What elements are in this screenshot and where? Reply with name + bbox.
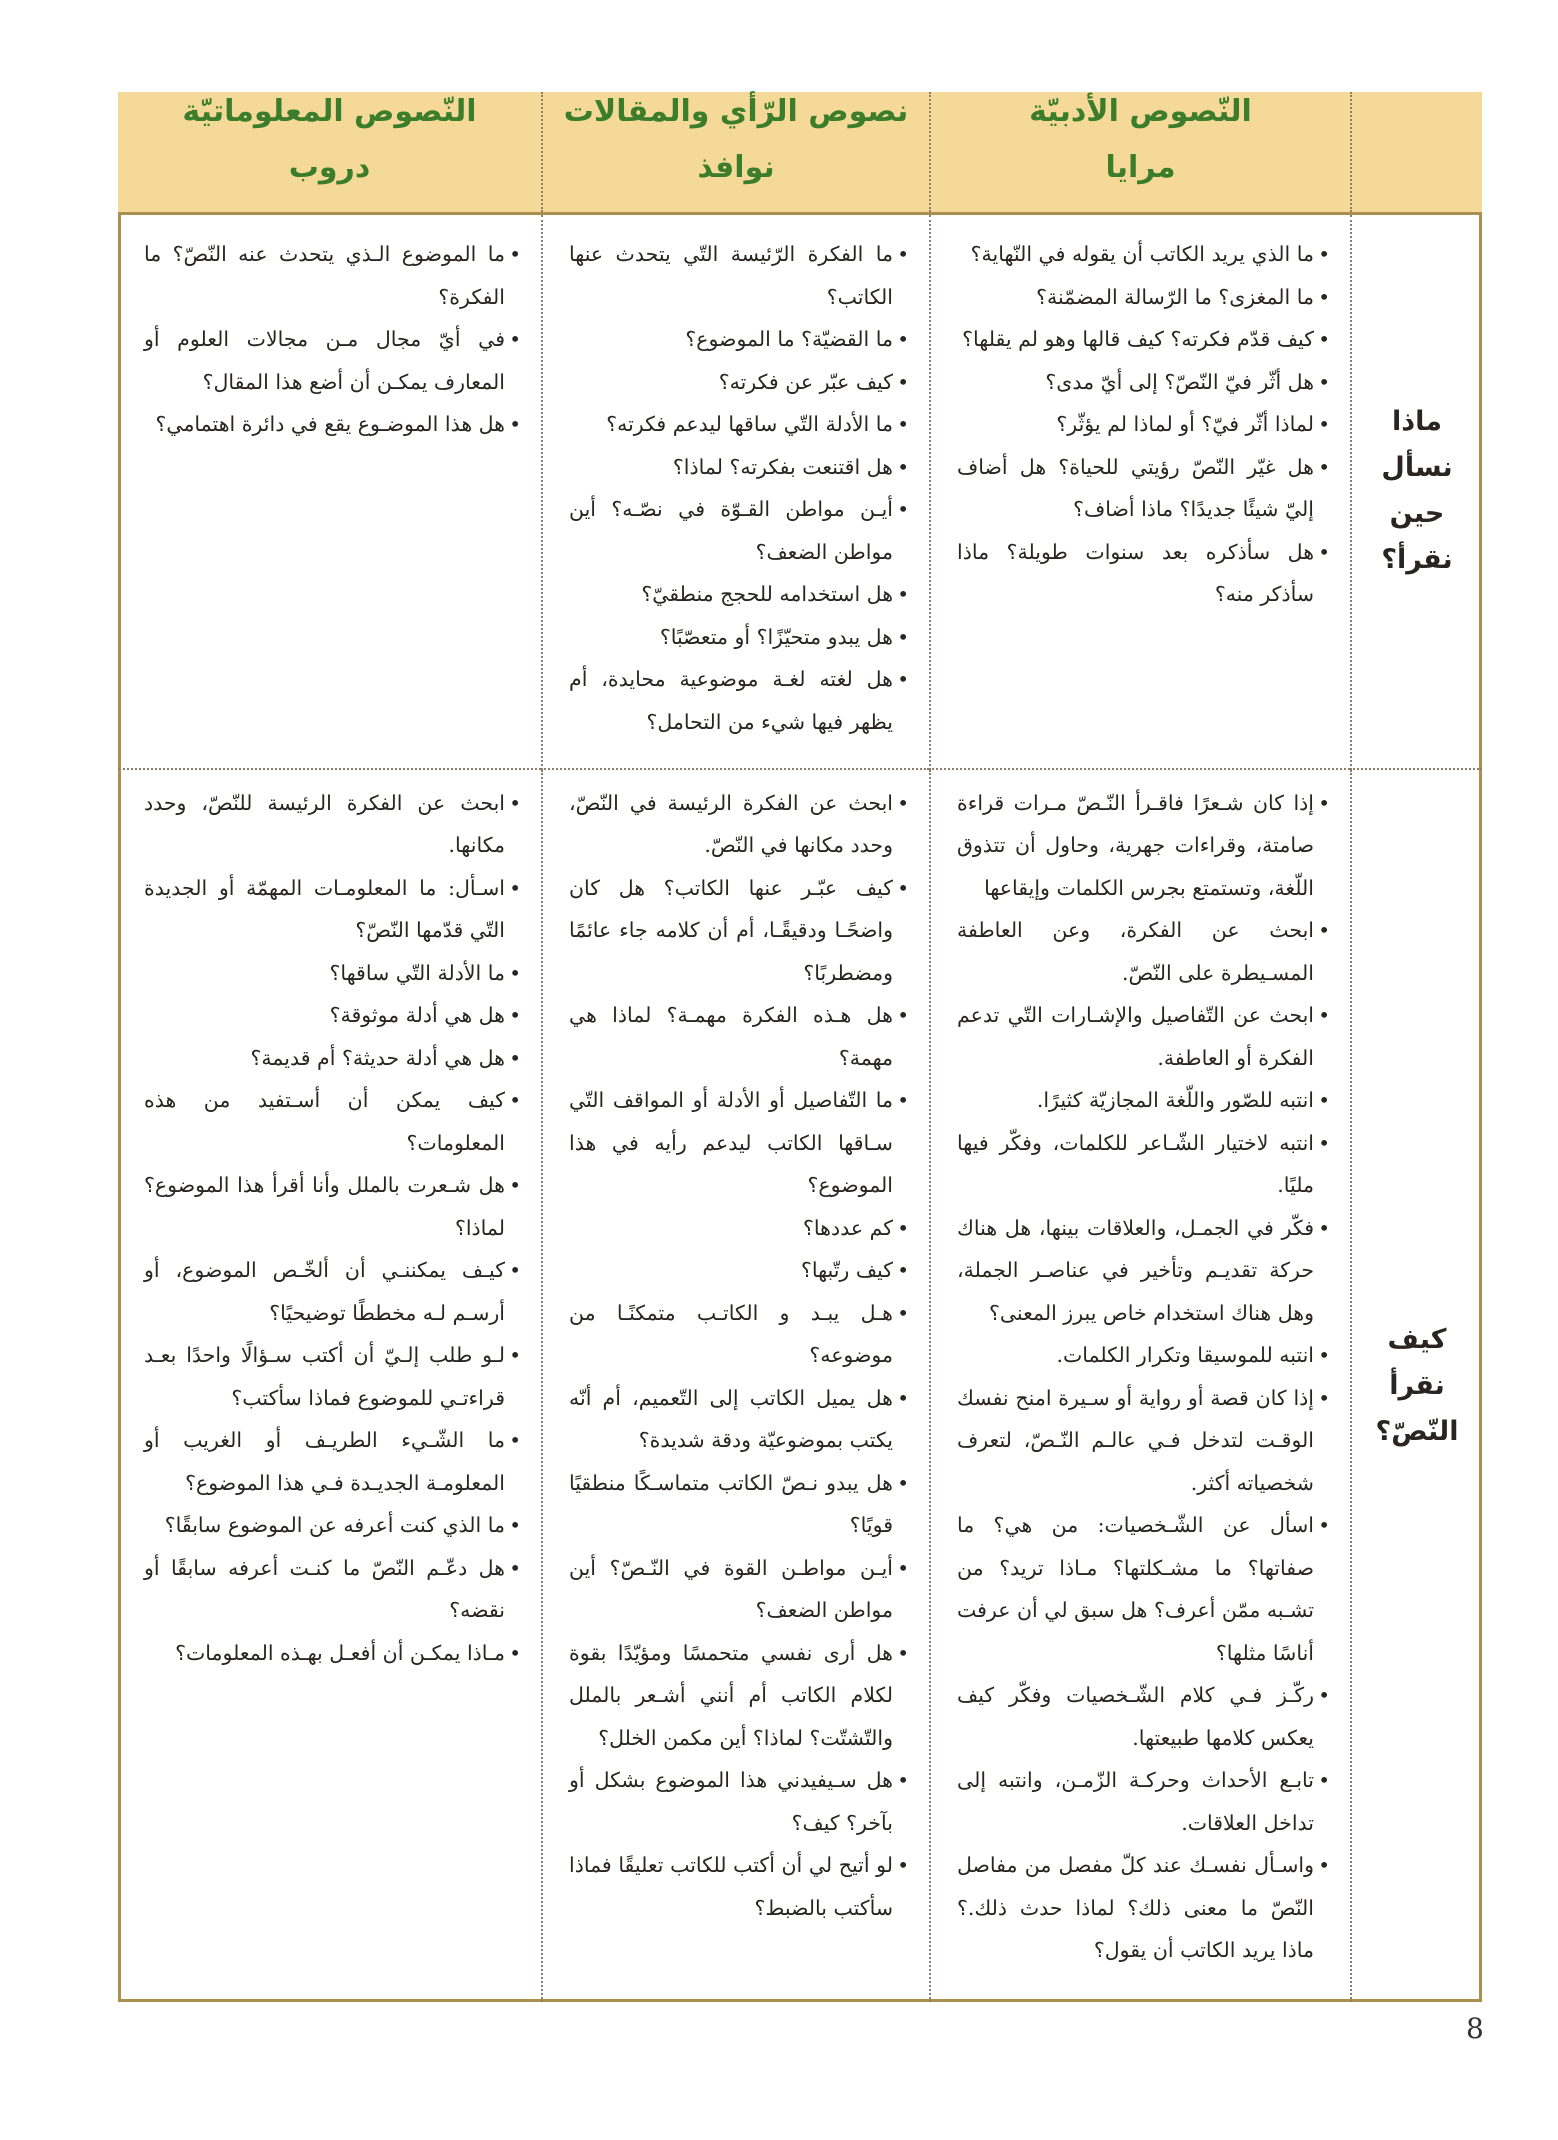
question-item: • هل شـعرت بالملل وأنا أقرأ هذا الموضوع؟ لماذا؟ bbox=[144, 1164, 519, 1249]
reading-guide-table bbox=[118, 92, 1482, 2002]
row-how-label-line: كيف bbox=[1387, 1323, 1447, 1355]
question-item: • اسأل عن الشّـخصيات: من هي؟ ما صفاتها؟ ما مشـكلتها؟ مـاذا تريد؟ من تشـبه ممّن أعرف؟ هل سبق لي أن عرفت أناسًا مثلها؟ bbox=[957, 1504, 1328, 1674]
question-item: • ابحث عن الفكرة، وعن العاطفة المسـيطرة على النّصّ. bbox=[957, 909, 1328, 994]
question-item: • ما الأدلة التّي ساقها؟ bbox=[144, 952, 519, 995]
question-item: • انتبه للصّور واللّغة المجازيّة كثيرًا. bbox=[957, 1079, 1328, 1122]
question-item: • مـاذا يمكـن أن أفعـل بهـذه المعلومات؟ bbox=[144, 1632, 519, 1675]
question-item: • اسـأل: ما المعلومـات المهمّة أو الجديدة التّي قدّمها النّصّ؟ bbox=[144, 867, 519, 952]
page-number: 8 bbox=[1466, 2012, 1484, 2045]
question-item: • تابـع الأحداث وحركـة الزّمـن، وانتبه إلى تداخل العلاقات. bbox=[957, 1759, 1328, 1844]
row-how-info-cell bbox=[118, 769, 542, 2003]
question-item: • ما الفكرة الرّئيسة التّي يتحدث عنها الكاتب؟ bbox=[569, 233, 907, 318]
header-opinion-subtitle: نوافذ bbox=[697, 150, 775, 185]
header-info-subtitle: دروب bbox=[288, 150, 371, 185]
question-item: • ما الذي كنت أعرفه عن الموضوع سابقًا؟ bbox=[144, 1504, 519, 1547]
header-opinion bbox=[542, 92, 930, 214]
question-item: • كيـف يمكننـي أن ألخّـص الموضوع، أو أرسـم لـه مخططًا توضيحيًا؟ bbox=[144, 1249, 519, 1334]
row-how-to-read bbox=[118, 769, 1482, 2003]
header-row bbox=[118, 92, 1482, 214]
row-what-opinion-list bbox=[543, 215, 929, 753]
question-item: • لماذا أثّر فيّ؟ أو لماذا لم يؤثّر؟ bbox=[957, 403, 1328, 446]
question-item: • ابحث عن الفكرة الرئيسة في النّصّ، وحدد مكانها في النّصّ. bbox=[569, 782, 907, 867]
question-item: • كيف رتّبها؟ bbox=[569, 1249, 907, 1292]
question-item: • إذا كان شـعرًا فاقـرأ النّـصّ مـرات قراءة صامتة، وقراءات جهرية، وحاول أن تتذوق اللّغة، وتستمتع بجرس الكلمات وإيقاعها bbox=[957, 782, 1328, 910]
header-corner bbox=[1351, 92, 1482, 214]
question-item: • أيـن مواطـن القوة في النّـصّ؟ أين مواطن الضعف؟ bbox=[569, 1547, 907, 1632]
row-what-info-cell bbox=[118, 214, 542, 769]
question-item: • هل سأذكره بعد سنوات طويلة؟ ماذا سأذكر منه؟ bbox=[957, 531, 1328, 616]
row-how-literary-list bbox=[931, 770, 1350, 1982]
row-what-to-ask bbox=[118, 214, 1482, 769]
question-item: • هل هي أدلة حديثة؟ أم قديمة؟ bbox=[144, 1037, 519, 1080]
question-item: • هل أثّر فيّ النّصّ؟ إلى أيّ مدى؟ bbox=[957, 361, 1328, 404]
question-item: • ما القضيّة؟ ما الموضوع؟ bbox=[569, 318, 907, 361]
question-item: • كم عددها؟ bbox=[569, 1207, 907, 1250]
question-item: • ما الأدلة التّي ساقها ليدعم فكرته؟ bbox=[569, 403, 907, 446]
row-how-label-line: النّصّ؟ bbox=[1375, 1415, 1459, 1447]
row-what-opinion-cell bbox=[542, 214, 930, 769]
row-what-literary-list bbox=[931, 215, 1350, 626]
question-item: • هل هذا الموضـوع يقع في دائرة اهتمامي؟ bbox=[144, 403, 519, 446]
header-literary-title: النّصوص الأدبيّة bbox=[1029, 94, 1252, 129]
row-what-label bbox=[1351, 214, 1482, 769]
question-item: • هل يميل الكاتب إلى التّعميم، أم أنّه يكتب بموضوعيّة ودقة شديدة؟ bbox=[569, 1377, 907, 1462]
question-item: • فكّر في الجمـل، والعلاقات بينها، هل هناك حركة تقديـم وتأخير في عناصـر الجملة، وهل هناك استخدام خاص يبرز المعنى؟ bbox=[957, 1207, 1328, 1335]
row-how-label-line: نقرأ bbox=[1389, 1369, 1445, 1401]
question-item: • هل غيّر النّصّ رؤيتي للحياة؟ هل أضاف إليّ شيئًا جديدًا؟ ماذا أضاف؟ bbox=[957, 446, 1328, 531]
question-item: • إذا كان قصة أو رواية أو سـيرة امنح نفسك الوقـت لتدخل فـي عالـم النّـصّ، لتعرف شخصياته أكثر. bbox=[957, 1377, 1328, 1505]
question-item: • هل يبدو متحيّزًا؟ أو متعصّبًا؟ bbox=[569, 616, 907, 659]
question-item: • كيف يمكن أن أسـتفيد من هذه المعلومات؟ bbox=[144, 1079, 519, 1164]
header-literary-subtitle: مرايا bbox=[1105, 150, 1176, 185]
question-item: • هل سـيفيدني هذا الموضوع بشكل أو بآخر؟ كيف؟ bbox=[569, 1759, 907, 1844]
header-info bbox=[118, 92, 542, 214]
question-item: • كيف عبّـر عنها الكاتب؟ هل كان واضحًـا ودقيقًـا، أم أن كلامه جاء عائمًا ومضطربًا؟ bbox=[569, 867, 907, 995]
header-info-title: النّصوص المعلوماتيّة bbox=[182, 94, 477, 129]
question-item: • انتبه للموسيقا وتكرار الكلمات. bbox=[957, 1334, 1328, 1377]
question-item: • لـو طلب إلـيّ أن أكتب سـؤالًا واحدًا بعـد قراءتـي للموضوع فماذا سأكتب؟ bbox=[144, 1334, 519, 1419]
row-what-label-line: حين bbox=[1389, 498, 1445, 530]
question-item: • هل هي أدلة موثوقة؟ bbox=[144, 994, 519, 1037]
header-literary bbox=[930, 92, 1351, 214]
question-item: • هل هـذه الفكرة مهمـة؟ لماذا هي مهمة؟ bbox=[569, 994, 907, 1079]
row-how-label bbox=[1351, 769, 1482, 2003]
question-item: • هل اقتنعت بفكرته؟ لماذا؟ bbox=[569, 446, 907, 489]
row-what-label-line: نقرأ؟ bbox=[1381, 544, 1453, 576]
question-item: • ابحث عن الفكرة الرئيسة للنّصّ، وحدد مكانها. bbox=[144, 782, 519, 867]
question-item: • هل دعّـم النّصّ ما كنـت أعرفه سابقًا أو نقضه؟ bbox=[144, 1547, 519, 1632]
header-opinion-title: نصوص الرّأي والمقالات bbox=[563, 94, 909, 129]
question-item: • ما الشّـيء الطريـف أو الغريب أو المعلومـة الجديـدة فـي هذا الموضوع؟ bbox=[144, 1419, 519, 1504]
question-item: • هل لغته لغـة موضوعية محايدة، أم يظهر فيها شيء من التحامل؟ bbox=[569, 658, 907, 743]
question-item: • كيف قدّم فكرته؟ كيف قالها وهو لم يقلها؟ bbox=[957, 318, 1328, 361]
row-how-literary-cell bbox=[930, 769, 1351, 2003]
question-item: • ما التّفاصيل أو الأدلة أو المواقف التّي سـاقها الكاتب ليدعم رأيه في هذا الموضوع؟ bbox=[569, 1079, 907, 1207]
question-item: • واسـأل نفسـك عند كلّ مفصل من مفاصل النّصّ ما معنى ذلك؟ لماذا حدث ذلك.؟ ماذا يريد الكاتب أن يقول؟ bbox=[957, 1844, 1328, 1972]
row-what-label-line: نسأل bbox=[1381, 452, 1453, 484]
question-item: • هل يبدو نـصّ الكاتب متماسـكًا منطقيًا قويًا؟ bbox=[569, 1462, 907, 1547]
row-what-info-list bbox=[118, 215, 541, 456]
question-item: • انتبه لاختيار الشّـاعر للكلمات، وفكّر فيها مليًا. bbox=[957, 1122, 1328, 1207]
question-item: • ركّـز فـي كلام الشّـخصيات وفكّر كيف يعكس كلامها طبيعتها. bbox=[957, 1674, 1328, 1759]
row-what-label-line: ماذا bbox=[1392, 406, 1442, 438]
question-item: • في أيّ مجال مـن مجالات العلوم أو المعارف يمكـن أن أضع هذا المقال؟ bbox=[144, 318, 519, 403]
row-how-opinion-cell bbox=[542, 769, 930, 2003]
question-item: • هل استخدامه للحجج منطقيّ؟ bbox=[569, 573, 907, 616]
question-item: • ما الموضوع الـذي يتحدث عنه النّصّ؟ ما الفكرة؟ bbox=[144, 233, 519, 318]
question-item: • ما المغزى؟ ما الرّسالة المضمّنة؟ bbox=[957, 276, 1328, 319]
row-how-opinion-list bbox=[543, 770, 929, 1940]
row-how-info-list bbox=[118, 770, 541, 1685]
question-item: • هل أرى نفسي متحمسًا ومؤيّدًا بقوة لكلام الكاتب أم أنني أشـعر بالملل والتّشتّت؟ لماذا؟ أين مكمن الخلل؟ bbox=[569, 1632, 907, 1760]
row-what-literary-cell bbox=[930, 214, 1351, 769]
question-item: • أيـن مواطن القـوّة في نصّـه؟ أين مواطن الضعف؟ bbox=[569, 488, 907, 573]
question-item: • ابحث عن التّفاصيل والإشـارات التّي تدعم الفكرة أو العاطفة. bbox=[957, 994, 1328, 1079]
question-item: • لو أتيح لي أن أكتب للكاتب تعليقًا فماذا سأكتب بالضبط؟ bbox=[569, 1844, 907, 1929]
question-item: • كيف عبّر عن فكرته؟ bbox=[569, 361, 907, 404]
question-item: • ما الذي يريد الكاتب أن يقوله في النّهاية؟ bbox=[957, 233, 1328, 276]
question-item: • هـل يبـد و الكاتـب متمكنًـا من موضوعه؟ bbox=[569, 1292, 907, 1377]
